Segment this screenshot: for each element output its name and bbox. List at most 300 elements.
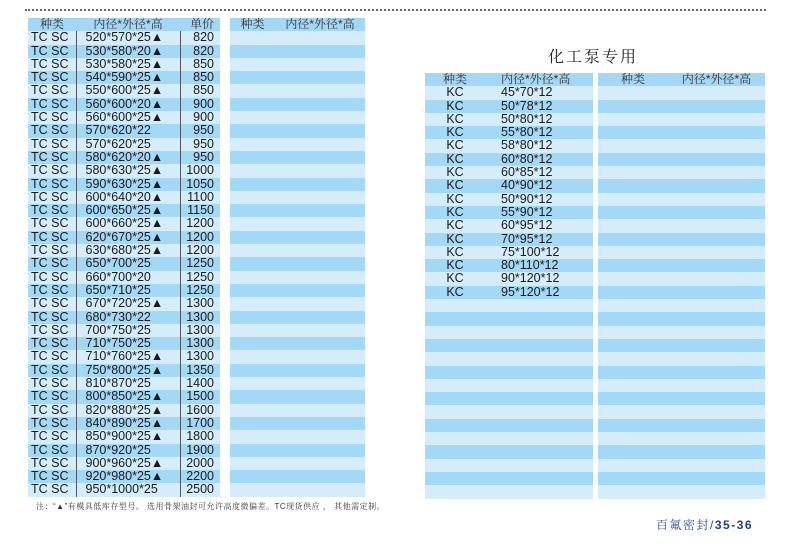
cell-size [668,432,765,445]
cell-price: 950 [180,138,220,151]
cell-size [485,339,593,352]
cell-size: 600*650*25▲ [76,204,180,217]
cell-size: 520*570*25▲ [76,31,180,44]
table-row [28,257,220,270]
cell-size [668,259,765,272]
table-row [425,100,593,113]
cell-price: 1800 [180,430,220,443]
cell-size: 80*110*12 [485,259,593,272]
table-row [28,390,220,403]
cell-type [598,272,668,285]
cell-type [425,312,485,325]
cell-size: 680*730*22 [76,311,180,324]
cell-type [230,164,275,177]
cell-type [230,470,275,483]
cell-size [485,326,593,339]
cell-size [275,417,365,430]
cell-type [230,84,275,97]
cell-type: TC SC [28,337,76,350]
table-row [230,284,365,297]
cell-size [485,445,593,458]
cell-type [598,233,668,246]
cell-size [275,31,365,44]
cell-type [230,390,275,403]
cell-price: 1250 [180,257,220,270]
cell-size [275,364,365,377]
cell-type [598,459,668,472]
cell-type [425,366,485,379]
seal-price-table [28,18,220,497]
cell-type [230,31,275,44]
cell-size: 70*95*12 [485,233,593,246]
cell-size: 530*580*25▲ [76,58,180,71]
table-row [230,71,365,84]
table-row [28,470,220,483]
cell-type: KC [425,272,485,285]
cell-type [598,193,668,206]
cell-size: 820*880*25▲ [76,404,180,417]
cell-size: 580*630*25▲ [76,164,180,177]
table-row [28,231,220,244]
cell-size [275,404,365,417]
cell-size [668,113,765,126]
cell-size [275,257,365,270]
table-row [598,405,765,418]
cell-type: TC SC [28,417,76,430]
table-row [598,419,765,432]
cell-size [668,179,765,192]
table-row [598,100,765,113]
cell-price: 2200 [180,470,220,483]
table-row [230,470,365,483]
cell-price: 1400 [180,377,220,390]
table-row [28,377,220,390]
table-row [28,271,220,284]
cell-type [598,179,668,192]
table-row [230,98,365,111]
cell-type [598,206,668,219]
table-row [230,271,365,284]
cell-price: 1600 [180,404,220,417]
cell-type [598,153,668,166]
cell-size [668,445,765,458]
cell-size [668,379,765,392]
cell-size: 840*890*25▲ [76,417,180,430]
cell-size [668,419,765,432]
cell-size: 590*630*25▲ [76,178,180,191]
cell-type: TC SC [28,178,76,191]
cell-type [230,151,275,164]
cell-type [230,430,275,443]
cell-type [425,445,485,458]
cell-size [485,352,593,365]
cell-size: 710*750*25 [76,337,180,350]
table-row [230,404,365,417]
table-row [425,459,593,472]
table-row [28,111,220,124]
table-row [598,206,765,219]
table-row [598,246,765,259]
cell-type [598,352,668,365]
table-row [425,286,593,299]
header-size: 内径*外径*高 [485,73,593,86]
cell-type: TC SC [28,45,76,58]
table-row [230,244,365,257]
kc-size-table [425,73,593,499]
cell-size: 530*580*20▲ [76,45,180,58]
cell-type [598,139,668,152]
table-row [28,151,220,164]
cell-price: 1200 [180,217,220,230]
cell-type: TC SC [28,297,76,310]
table-row [28,284,220,297]
table-row [230,417,365,430]
cell-size [668,126,765,139]
cell-type [230,417,275,430]
cell-size [668,153,765,166]
table-row [425,233,593,246]
table-row [598,352,765,365]
cell-size [275,204,365,217]
cell-type [598,366,668,379]
table-row [425,472,593,485]
cell-size: 55*80*12 [485,126,593,139]
table-row [230,444,365,457]
cell-type [598,299,668,312]
table-row [230,124,365,137]
cell-size: 750*800*25▲ [76,364,180,377]
cell-type: TC SC [28,377,76,390]
cell-size [485,312,593,325]
cell-type [598,312,668,325]
header-size: 内径*外径*高 [76,18,180,31]
table-row [28,417,220,430]
brand-name: 百氟密封/ [656,518,715,532]
cell-type: TC SC [28,138,76,151]
footer-note: 注：“▲”有模具低库存型号。 选用骨架油封可允许高度微偏差。TC现货供应 ， 其他需定制。 [36,502,386,511]
table-row [230,257,365,270]
cell-price: 820 [180,31,220,44]
table-row [598,392,765,405]
cell-type: TC SC [28,124,76,137]
cell-type [230,311,275,324]
table-row [598,366,765,379]
cell-type [598,86,668,99]
table-row [598,139,765,152]
header-size: 内径*外径*高 [668,73,765,86]
table-row [28,483,220,496]
cell-type: KC [425,286,485,299]
table-row [28,244,220,257]
cell-size: 75*100*12 [485,246,593,259]
cell-type: TC SC [28,444,76,457]
cell-type: KC [425,179,485,192]
table-row [598,485,765,498]
cell-price: 1000 [180,164,220,177]
cell-size: 900*960*25▲ [76,457,180,470]
cell-type: KC [425,153,485,166]
cell-type [425,405,485,418]
table-row [28,45,220,58]
cell-type [598,126,668,139]
cell-price: 1350 [180,364,220,377]
cell-size [275,444,365,457]
cell-size: 50*90*12 [485,193,593,206]
table-row [28,337,220,350]
cell-type [425,432,485,445]
cell-size [275,164,365,177]
table-row [230,483,365,496]
table-row [598,153,765,166]
table-row [28,71,220,84]
cell-type [598,100,668,113]
table-row [425,219,593,232]
cell-type [598,485,668,498]
table-row [28,444,220,457]
cell-size [668,286,765,299]
cell-size [275,98,365,111]
cell-size [668,405,765,418]
page-numbers: 35-36 [714,518,754,532]
cell-size [275,111,365,124]
table-row [230,151,365,164]
cell-size: 580*620*20▲ [76,151,180,164]
cell-type [598,379,668,392]
cell-size [275,71,365,84]
table-row [598,193,765,206]
cell-type: TC SC [28,271,76,284]
table-row [425,139,593,152]
cell-size: 800*850*25▲ [76,390,180,403]
cell-type: TC SC [28,324,76,337]
cell-price: 1300 [180,350,220,363]
table-row [598,326,765,339]
cell-type [230,350,275,363]
table-row [425,352,593,365]
cell-type [425,299,485,312]
cell-type: TC SC [28,111,76,124]
cell-type [598,246,668,259]
table-row [230,84,365,97]
cell-type [230,444,275,457]
cell-size [485,392,593,405]
cell-type [230,71,275,84]
cell-size [275,284,365,297]
cell-size [485,472,593,485]
table-row [28,58,220,71]
cell-type: TC SC [28,430,76,443]
cell-size: 58*80*12 [485,139,593,152]
table-row [425,485,593,498]
table-row [425,153,593,166]
cell-price: 820 [180,45,220,58]
cell-size [275,483,365,496]
cell-type [230,271,275,284]
cell-size [275,124,365,137]
cell-size [275,191,365,204]
table-row [28,364,220,377]
cell-type [598,472,668,485]
cell-type: TC SC [28,284,76,297]
cell-type: KC [425,100,485,113]
cell-size: 40*90*12 [485,179,593,192]
cell-size [275,178,365,191]
cell-type [425,339,485,352]
cell-size: 630*680*25▲ [76,244,180,257]
cell-type [598,432,668,445]
header-size: 内径*外径*高 [275,18,365,31]
cell-size [275,350,365,363]
table-row [598,86,765,99]
cell-size: 540*590*25▲ [76,71,180,84]
table-row [425,405,593,418]
table-row [598,113,765,126]
table-row [230,178,365,191]
cell-size: 950*1000*25 [76,483,180,496]
cell-type: TC SC [28,350,76,363]
table-row [28,217,220,230]
header-price: 单价 [180,18,220,31]
cell-type: TC SC [28,257,76,270]
cell-type [230,178,275,191]
cell-type [230,324,275,337]
cell-price: 950 [180,151,220,164]
cell-size: 570*620*22 [76,124,180,137]
cell-type [230,138,275,151]
table-row [598,166,765,179]
cell-size [668,139,765,152]
table-row [230,311,365,324]
table-row [230,390,365,403]
cell-price: 1050 [180,178,220,191]
cell-size [668,206,765,219]
cell-type [230,58,275,71]
table-row [598,472,765,485]
table-row [28,350,220,363]
cell-size [275,138,365,151]
cell-type: KC [425,86,485,99]
table-row [28,178,220,191]
table-row [28,31,220,44]
cell-type: TC SC [28,244,76,257]
table-row [230,457,365,470]
cell-size [485,299,593,312]
table-row [425,326,593,339]
table-row [230,430,365,443]
cell-size [668,366,765,379]
cell-size [275,377,365,390]
cell-price: 1300 [180,297,220,310]
cell-size [668,485,765,498]
cell-size [668,326,765,339]
cell-size: 850*900*25▲ [76,430,180,443]
table-row [598,126,765,139]
cell-type: KC [425,259,485,272]
table-row [598,339,765,352]
cell-type: KC [425,219,485,232]
cell-type [598,219,668,232]
cell-type: TC SC [28,204,76,217]
cell-type: KC [425,233,485,246]
table-row [230,324,365,337]
table-row [28,98,220,111]
table-row [230,164,365,177]
table-row [425,126,593,139]
cell-type: TC SC [28,483,76,496]
table-row [425,206,593,219]
cell-type [598,113,668,126]
table-row [230,337,365,350]
header-type: 种类 [28,18,76,31]
table-row [230,231,365,244]
cell-size [275,457,365,470]
cell-type: TC SC [28,470,76,483]
table-row [28,457,220,470]
empty-size-table [230,18,365,497]
cell-size: 50*80*12 [485,113,593,126]
cell-type [230,257,275,270]
cell-type: KC [425,193,485,206]
cell-price: 1900 [180,444,220,457]
table-row [28,124,220,137]
cell-type [230,284,275,297]
cell-type [598,405,668,418]
table-row [28,84,220,97]
cell-price: 1200 [180,244,220,257]
cell-type [230,124,275,137]
cell-price: 1300 [180,311,220,324]
cell-price: 2500 [180,483,220,496]
table-row [425,166,593,179]
cell-type [425,459,485,472]
cell-type: KC [425,139,485,152]
cell-size [275,297,365,310]
top-dotted-rule [25,9,766,11]
table-row [425,272,593,285]
cell-price: 1250 [180,271,220,284]
cell-price: 900 [180,111,220,124]
cell-size: 50*78*12 [485,100,593,113]
cell-type [230,364,275,377]
table-row [425,299,593,312]
cell-size [275,231,365,244]
cell-size [485,419,593,432]
cell-type: TC SC [28,191,76,204]
cell-size [485,432,593,445]
cell-size [485,485,593,498]
cell-size [668,339,765,352]
cell-size [275,324,365,337]
cell-size: 600*640*20▲ [76,191,180,204]
cell-type: TC SC [28,231,76,244]
table-row [28,324,220,337]
table-row [28,311,220,324]
table-row [598,286,765,299]
cell-type: TC SC [28,404,76,417]
cell-type: TC SC [28,151,76,164]
cell-size [275,470,365,483]
cell-size [668,299,765,312]
table-header-row [425,73,593,86]
table-row [230,377,365,390]
cell-type [230,457,275,470]
cell-type: KC [425,126,485,139]
empty-kc-table [598,73,765,499]
table-row [598,272,765,285]
cell-type: TC SC [28,217,76,230]
cell-type [230,45,275,58]
header-type: 种类 [598,73,668,86]
